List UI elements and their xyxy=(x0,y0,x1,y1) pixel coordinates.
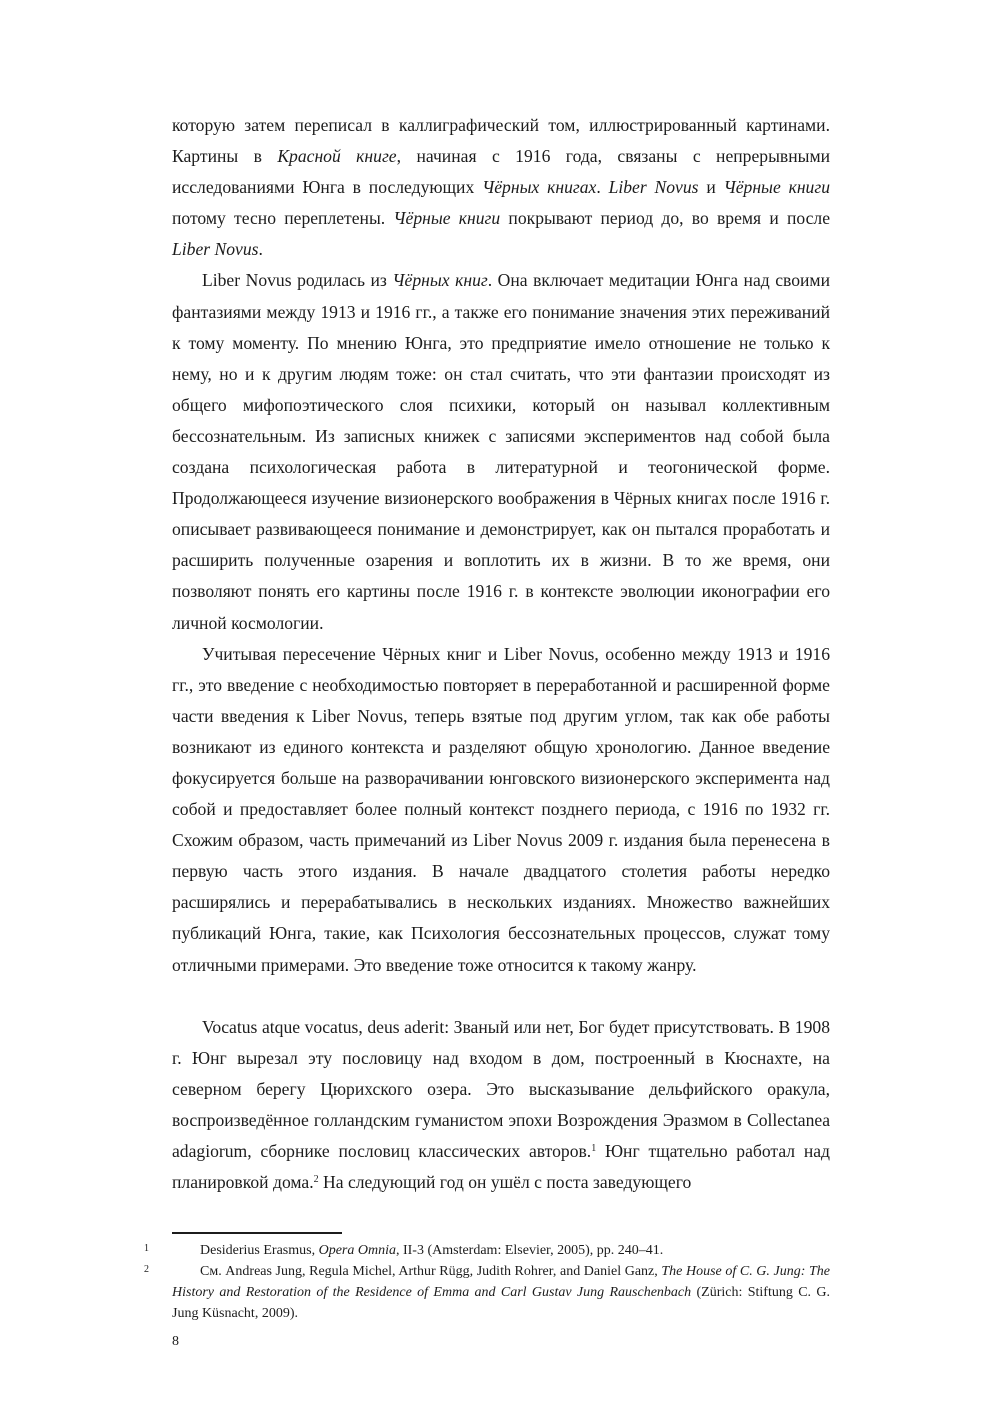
text: . xyxy=(596,177,609,198)
footnote-1 xyxy=(144,1240,830,1261)
italic-title: Чёрных книгах xyxy=(482,177,597,198)
footnote-number: 2 xyxy=(144,1264,149,1275)
paragraph-1 xyxy=(172,110,830,265)
text: , начиная с 1916 года, связаны с непрерывными исследованиями Юнга в последующих xyxy=(172,146,831,198)
text: Liber Novus родилась из xyxy=(202,270,393,291)
footnote-ref-1[interactable]: 1 xyxy=(591,1143,597,1154)
italic-title: Чёрные книги xyxy=(393,208,501,229)
italic-title: Чёрных книг xyxy=(392,270,488,291)
text: . Она включает медитации Юнга над своими фантазиями между 1913 и 1916 гг., а также его понимание значения этих переживаний к тому моменту. По мнению Юнга, это предприятие имело отношение не только к нему, но и к другим людям тоже: он стал считать, что эти фантазии происходят из общего мифопоэтического слоя психики, который он называл коллективным бессознательным. Из записных книжек с записями экспериментов над собой была создана психологическая работа в литературной и теогонической форме. Продолжающееся изучение визионерского воображения в Чёрных книгах после 1916 г. описывает развивающееся понимание и демонстрирует, как он пытался проработать и расширить полученные озарения и воплотить их в жизни. В то же время, они позволяют понять его картины после 1916 г. в контексте эволюции иконографии его личной космологии. xyxy=(172,270,830,633)
italic-title: The House of C. G. Jung: The History and Restoration of the Residence of Emma and Carl Gustav Jung Rauschenbach xyxy=(172,1264,830,1300)
italic-title: Opera Omnia xyxy=(318,1243,396,1258)
text: , II-3 (Amsterdam: Elsevier, 2005), pp. 240–41. xyxy=(395,1243,664,1258)
text: и xyxy=(698,177,724,198)
text: См. Andreas Jung, Regula Michel, Arthur Rügg, Judith Rohrer, and Daniel Ganz, xyxy=(200,1264,662,1279)
footnote-2 xyxy=(144,1261,830,1324)
italic-title: Чёрные книги xyxy=(723,177,831,198)
footnote-ref-2[interactable]: 2 xyxy=(313,1174,319,1186)
page-number: 8 xyxy=(172,1334,179,1349)
section-gap xyxy=(172,981,830,1012)
footnotes xyxy=(144,1232,830,1324)
text: На следующий год он ушёл с поста заведующего xyxy=(318,1172,692,1193)
text: Vocatus atque vocatus, deus aderit: Званый или нет, Бог будет присутствовать. В 1908 г. Юнг вырезал эту пословицу над входом в дом, построенный в Кюснахте, на северном берегу Цюрихского озера. Это высказывание дельфийского оракула, воспроизведённое голландским гуманистом эпохи Возрождения Эразмом в Collectanea adagiorum, сборнике пословиц классических авторов. xyxy=(172,1016,830,1161)
text: Desiderius Erasmus, xyxy=(200,1243,319,1258)
paragraph-2 xyxy=(172,265,830,638)
main-text xyxy=(172,110,830,1198)
text: . xyxy=(258,239,263,260)
italic-title: Красной книге xyxy=(277,146,397,167)
footnote-number: 1 xyxy=(144,1243,149,1254)
paragraph-3: Учитывая пересечение Чёрных книг и Liber Novus, особенно между 1913 и 1916 гг., это введение с необходимостью повторяет в переработанной и расширенной форме части введения к Liber Novus, теперь взятые под другим углом, так как обе работы возникают из единого контекста и разделяют общую хронологию. Данное введение фокусируется больше на разворачивании юнговского визионерского эксперимента над собой и предоставляет более полный контекст позднего периода, с 1916 по 1932 гг. Схожим образом, часть примечаний из Liber Novus 2009 г. издания была перенесена в первую часть этого издания. В начале двадцатого столетия работы нередко расширялись и перерабатывались в нескольких изданиях. Множество важнейших публикаций Юнга, такие, как Психология бессознательных процессов, служат тому отличными примерами. Это введение тоже относится к такому жанру. xyxy=(172,643,830,975)
text: потому тесно переплетены. xyxy=(172,208,394,229)
italic-title: Liber Novus xyxy=(608,177,699,198)
text: Юнг тщательно работал над планировкой дома. xyxy=(172,1141,830,1193)
paragraph-4 xyxy=(172,1012,830,1199)
text: покрывают период до, во время и после xyxy=(500,208,830,229)
text: (Zürich: Stiftung C. G. Jung Küsnacht, 2009). xyxy=(172,1285,830,1321)
text: которую затем переписал в каллиграфический том, иллюстрированный картинами. Картины в xyxy=(172,115,830,167)
italic-title: Liber Novus xyxy=(172,239,259,260)
